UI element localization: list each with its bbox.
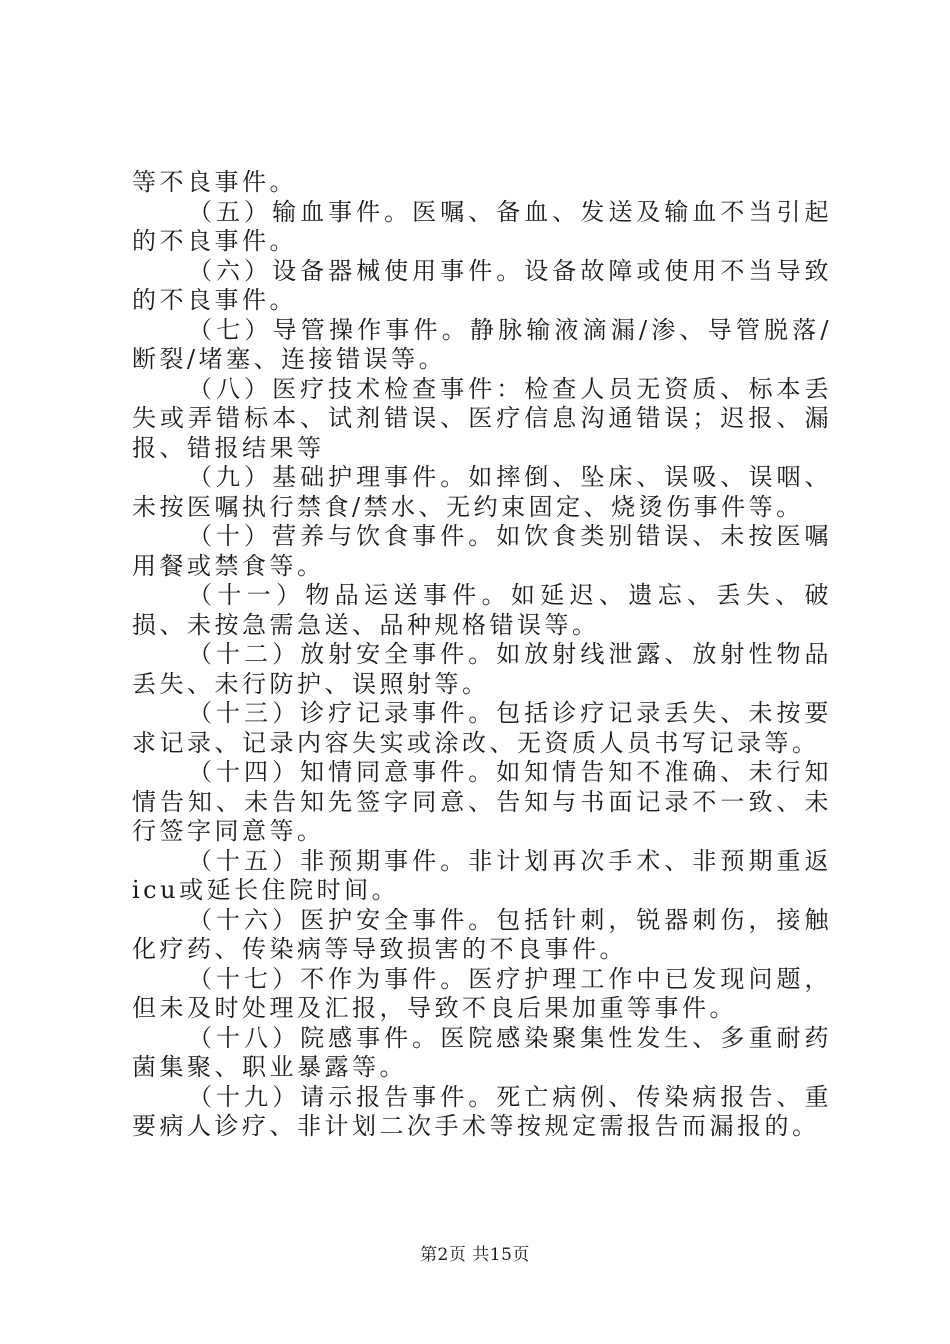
paragraph: 等不良事件。 [132,168,297,196]
page-number-footer: 第2页 共15页 [420,1245,530,1265]
paragraph: （十三）诊疗记录事件。包括诊疗记录丢失、未按要求记录、记录内容失实或涂改、无资质人员书写记录等。 [132,699,832,757]
paragraph: （十六）医护安全事件。包括针刺，锐器刺伤，接触化疗药、传染病等导致损害的不良事件。 [132,905,832,963]
paragraph: （五）输血事件。医嘱、备血、发送及输血不当引起的不良事件。 [132,197,832,255]
paragraph: （九）基础护理事件。如摔倒、坠床、误吸、误咽、未按医嘱执行禁食/禁水、无约束固定、烧烫伤事件等。 [132,463,832,521]
document-body [132,168,832,1142]
paragraph: （十七）不作为事件。医疗护理工作中已发现问题，但未及时处理及汇报，导致不良后果加重等事件。 [132,964,832,1022]
paragraph: （十五）非预期事件。非计划再次手术、非预期重返icu或延长住院时间。 [132,846,832,904]
paragraph: （十九）请示报告事件。死亡病例、传染病报告、重要病人诊疗、非计划二次手术等按规定需报告而漏报的。 [132,1082,832,1140]
paragraph: （十八）院感事件。医院感染聚集性发生、多重耐药菌集聚、职业暴露等。 [132,1023,832,1081]
paragraph: （七）导管操作事件。静脉输液滴漏/渗、导管脱落/断裂/堵塞、连接错误等。 [132,315,832,373]
paragraph: （六）设备器械使用事件。设备故障或使用不当导致的不良事件。 [132,256,832,314]
paragraph: （十四）知情同意事件。如知情告知不准确、未行知情告知、未告知先签字同意、告知与书面记录不一致、未行签字同意等。 [132,758,832,845]
paragraph: （十）营养与饮食事件。如饮食类别错误、未按医嘱用餐或禁食等。 [132,522,832,580]
paragraph: （八）医疗技术检查事件：检查人员无资质、标本丢失或弄错标本、试剂错误、医疗信息沟通错误；迟报、漏报、错报结果等 [132,374,832,462]
paragraph: （十二）放射安全事件。如放射线泄露、放射性物品丢失、未行防护、误照射等。 [132,640,832,698]
paragraph: （十一）物品运送事件。如延迟、遗忘、丢失、破损、未按急需急送、品种规格错误等。 [132,581,832,639]
